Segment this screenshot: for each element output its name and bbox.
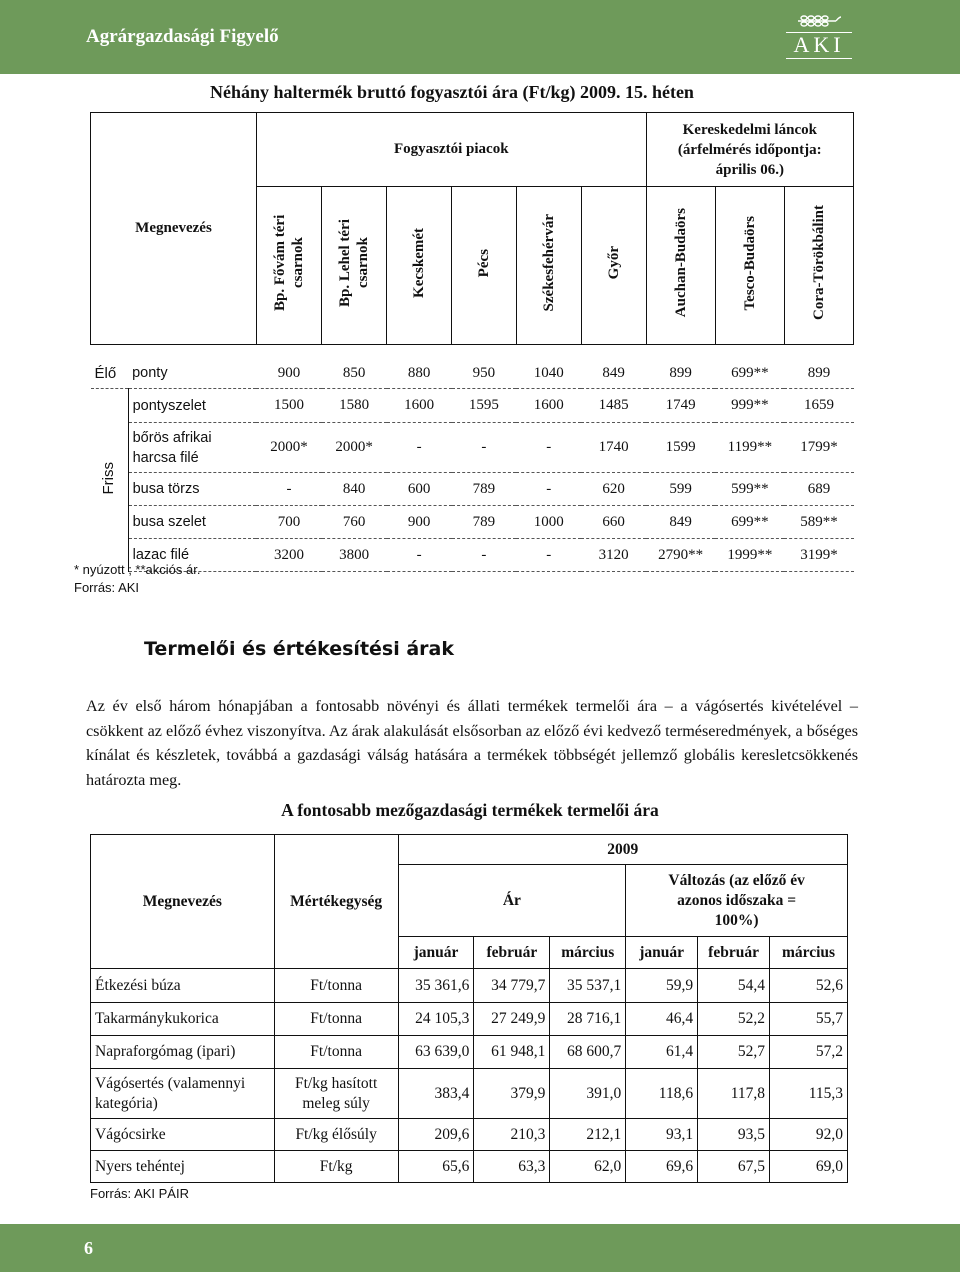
table-row bbox=[91, 1151, 848, 1183]
table-cell: 1600 bbox=[516, 389, 581, 423]
column-header-chain: Auchan-Budaörs bbox=[672, 208, 689, 318]
column-header-change: Változás (az előző év azonos időszaka = 100%) bbox=[626, 865, 848, 937]
table-source: Forrás: AKI bbox=[74, 580, 140, 595]
table-cell: 212,1 bbox=[550, 1119, 626, 1151]
row-name: pontyszelet bbox=[128, 389, 256, 423]
column-header-market: Pécs bbox=[475, 248, 492, 278]
table-cell: 65,6 bbox=[398, 1151, 474, 1183]
table-cell: 3199* bbox=[784, 539, 853, 572]
table-cell: 27 249,9 bbox=[474, 1003, 550, 1036]
row-name: ponty bbox=[128, 359, 256, 389]
page-number: 6 bbox=[84, 1238, 93, 1258]
table-cell: 35 361,6 bbox=[398, 969, 474, 1003]
table-cell: 63,3 bbox=[474, 1151, 550, 1183]
table-row bbox=[91, 359, 854, 389]
table-cell: 57,2 bbox=[770, 1036, 848, 1069]
table-cell: 999** bbox=[715, 389, 784, 423]
table-cell: 1000 bbox=[516, 506, 581, 539]
table-cell: 600 bbox=[387, 473, 452, 506]
column-header-name: Megnevezés bbox=[91, 113, 257, 345]
table-cell: 1040 bbox=[516, 359, 581, 389]
row-name: lazac filé bbox=[128, 539, 256, 572]
table-row bbox=[91, 1119, 848, 1151]
table-row bbox=[91, 389, 854, 423]
group-label-friss: Friss bbox=[100, 461, 118, 494]
table-cell: 1599 bbox=[646, 423, 715, 473]
table-cell: 1485 bbox=[581, 389, 646, 423]
table-cell: - bbox=[452, 539, 517, 572]
table-cell: 118,6 bbox=[626, 1069, 698, 1119]
table-cell: 115,3 bbox=[770, 1069, 848, 1119]
table-cell: 59,9 bbox=[626, 969, 698, 1003]
row-name: Nyers tehéntej bbox=[91, 1151, 275, 1183]
table-cell: 52,7 bbox=[698, 1036, 770, 1069]
column-header-chain: Tesco-Budaörs bbox=[741, 215, 758, 311]
table-cell: 24 105,3 bbox=[398, 1003, 474, 1036]
table-cell: 3200 bbox=[256, 539, 321, 572]
row-unit: Ft/kg bbox=[274, 1151, 398, 1183]
group-header-markets: Fogyasztói piacok bbox=[256, 113, 646, 187]
table-cell: 850 bbox=[322, 359, 387, 389]
table-cell: 2000* bbox=[256, 423, 321, 473]
table-cell: 760 bbox=[322, 506, 387, 539]
body-paragraph: Az év első három hónapjában a fontosabb növényi és állati termékek termelői ára – a vágósertés kivételével – csökkent az előző évhez viszonyítva. Az árak alakulását elsősorban az előző évi kedvező terméseredmények, a bőséges kínálat és készletek, továbbá a gazdasági válság hatására a termékek többségét jellemző globális keresletcsökkenés határozta meg. bbox=[86, 697, 858, 789]
table-cell: 62,0 bbox=[550, 1151, 626, 1183]
group-header-chains: Kereskedelmi láncok (árfelmérés időpontja: április 06.) bbox=[646, 113, 853, 187]
table-cell: 599** bbox=[715, 473, 784, 506]
table-cell: 61,4 bbox=[626, 1036, 698, 1069]
table-row bbox=[91, 1036, 848, 1069]
table-cell: 52,6 bbox=[770, 969, 848, 1003]
table-cell: 55,7 bbox=[770, 1003, 848, 1036]
table-cell: 1799* bbox=[784, 423, 853, 473]
table-cell: 54,4 bbox=[698, 969, 770, 1003]
table-row bbox=[91, 539, 854, 572]
table-cell: 1199** bbox=[715, 423, 784, 473]
row-name: busa törzs bbox=[128, 473, 256, 506]
table-row bbox=[91, 423, 854, 473]
table-cell: 689 bbox=[784, 473, 853, 506]
column-header-month: február bbox=[474, 937, 550, 969]
column-header-month: január bbox=[398, 937, 474, 969]
table-cell: 1580 bbox=[322, 389, 387, 423]
row-unit: Ft/kg élősúly bbox=[274, 1119, 398, 1151]
column-header-market: Bp. Lehel téri csarnok bbox=[337, 219, 372, 307]
column-header-name: Megnevezés bbox=[91, 835, 275, 969]
table-cell: 46,4 bbox=[626, 1003, 698, 1036]
page-header bbox=[0, 0, 960, 74]
table-cell: 950 bbox=[452, 359, 517, 389]
row-name: busa szelet bbox=[128, 506, 256, 539]
table-row bbox=[91, 506, 854, 539]
group-label-elo: Élő bbox=[91, 359, 129, 389]
column-header-month: március bbox=[770, 937, 848, 969]
table-cell: 391,0 bbox=[550, 1069, 626, 1119]
table-cell: 699** bbox=[715, 506, 784, 539]
column-header-month: január bbox=[626, 937, 698, 969]
table-cell: 1600 bbox=[387, 389, 452, 423]
column-header-unit: Mértékegység bbox=[274, 835, 398, 969]
table-cell: 67,5 bbox=[698, 1151, 770, 1183]
fish-table-title: Néhány haltermék bruttó fogyasztói ára (Ft/kg) 2009. 15. héten bbox=[210, 82, 694, 102]
table-cell: 2000* bbox=[322, 423, 387, 473]
column-header-month: március bbox=[550, 937, 626, 969]
table-cell: 69,0 bbox=[770, 1151, 848, 1183]
column-header-market: Győr bbox=[605, 246, 622, 280]
table-cell: 3120 bbox=[581, 539, 646, 572]
table-cell: 52,2 bbox=[698, 1003, 770, 1036]
table-cell: - bbox=[516, 423, 581, 473]
producer-table-title: A fontosabb mezőgazdasági termékek termelői ára bbox=[281, 800, 659, 820]
row-unit: Ft/tonna bbox=[274, 1036, 398, 1069]
table-cell: 1500 bbox=[256, 389, 321, 423]
aki-logo bbox=[786, 12, 852, 60]
column-header-market: Bp. Fővám téri csarnok bbox=[272, 214, 306, 312]
table-cell: 660 bbox=[581, 506, 646, 539]
column-header-market: Kecskemét bbox=[411, 228, 428, 298]
table-row bbox=[91, 473, 854, 506]
column-header-year: 2009 bbox=[398, 835, 847, 865]
table-cell: - bbox=[256, 473, 321, 506]
table-cell: 93,5 bbox=[698, 1119, 770, 1151]
table-cell: 700 bbox=[256, 506, 321, 539]
column-header-chain: Cora-Törökbálint bbox=[810, 205, 827, 321]
table-cell: 383,4 bbox=[398, 1069, 474, 1119]
row-unit: Ft/tonna bbox=[274, 1003, 398, 1036]
section-title: Termelői és értékesítési árak bbox=[144, 638, 454, 660]
table-cell: 117,8 bbox=[698, 1069, 770, 1119]
table-cell: - bbox=[516, 473, 581, 506]
table-row bbox=[91, 1069, 848, 1119]
table-cell: 900 bbox=[387, 506, 452, 539]
table-footnote: * nyúzott ; **akciós ár. bbox=[74, 562, 201, 577]
table-cell: - bbox=[516, 539, 581, 572]
table-cell: 93,1 bbox=[626, 1119, 698, 1151]
table-cell: - bbox=[387, 539, 452, 572]
table-cell: 379,9 bbox=[474, 1069, 550, 1119]
table-source: Forrás: AKI PÁIR bbox=[90, 1186, 189, 1201]
table-cell: 789 bbox=[452, 506, 517, 539]
table-cell: 34 779,7 bbox=[474, 969, 550, 1003]
row-name: Vágócsirke bbox=[91, 1119, 275, 1151]
column-header-month: február bbox=[698, 937, 770, 969]
table-cell: 28 716,1 bbox=[550, 1003, 626, 1036]
table-cell: 1740 bbox=[581, 423, 646, 473]
table-cell: 1749 bbox=[646, 389, 715, 423]
table-cell: - bbox=[452, 423, 517, 473]
table-cell: 849 bbox=[646, 506, 715, 539]
row-name: bőrös afrikai harcsa filé bbox=[128, 423, 256, 473]
table-cell: 69,6 bbox=[626, 1151, 698, 1183]
table-cell: 1595 bbox=[452, 389, 517, 423]
row-unit: Ft/kg hasított meleg súly bbox=[274, 1069, 398, 1119]
table-cell: 68 600,7 bbox=[550, 1036, 626, 1069]
row-name: Vágósertés (valamennyi kategória) bbox=[91, 1069, 275, 1119]
table-cell: 1999** bbox=[715, 539, 784, 572]
table-cell: 899 bbox=[784, 359, 853, 389]
wheat-icon bbox=[796, 12, 842, 30]
table-cell: 620 bbox=[581, 473, 646, 506]
table-cell: 840 bbox=[322, 473, 387, 506]
table-cell: 63 639,0 bbox=[398, 1036, 474, 1069]
row-unit: Ft/tonna bbox=[274, 969, 398, 1003]
table-cell: 1659 bbox=[784, 389, 853, 423]
table-cell: 2790** bbox=[646, 539, 715, 572]
table-cell: 849 bbox=[581, 359, 646, 389]
logo-text: AKI bbox=[793, 32, 845, 57]
table-cell: 61 948,1 bbox=[474, 1036, 550, 1069]
publication-title: Agrárgazdasági Figyelő bbox=[86, 26, 279, 47]
table-cell: 589** bbox=[784, 506, 853, 539]
table-cell: 35 537,1 bbox=[550, 969, 626, 1003]
producer-price-table bbox=[90, 834, 848, 1183]
table-row bbox=[91, 969, 848, 1003]
column-header-price: Ár bbox=[398, 865, 626, 937]
row-name: Takarmánykukorica bbox=[91, 1003, 275, 1036]
table-cell: 92,0 bbox=[770, 1119, 848, 1151]
row-name: Étkezési búza bbox=[91, 969, 275, 1003]
table-cell: 209,6 bbox=[398, 1119, 474, 1151]
table-cell: - bbox=[387, 423, 452, 473]
table-row bbox=[91, 1003, 848, 1036]
table-cell: 789 bbox=[452, 473, 517, 506]
fish-price-table bbox=[90, 112, 854, 572]
table-cell: 3800 bbox=[322, 539, 387, 572]
table-cell: 599 bbox=[646, 473, 715, 506]
table-cell: 880 bbox=[387, 359, 452, 389]
table-cell: 899 bbox=[646, 359, 715, 389]
column-header-market: Székesfehérvár bbox=[540, 214, 557, 312]
table-cell: 210,3 bbox=[474, 1119, 550, 1151]
table-cell: 900 bbox=[256, 359, 321, 389]
page-footer bbox=[0, 1224, 960, 1272]
row-name: Napraforgómag (ipari) bbox=[91, 1036, 275, 1069]
table-cell: 699** bbox=[715, 359, 784, 389]
